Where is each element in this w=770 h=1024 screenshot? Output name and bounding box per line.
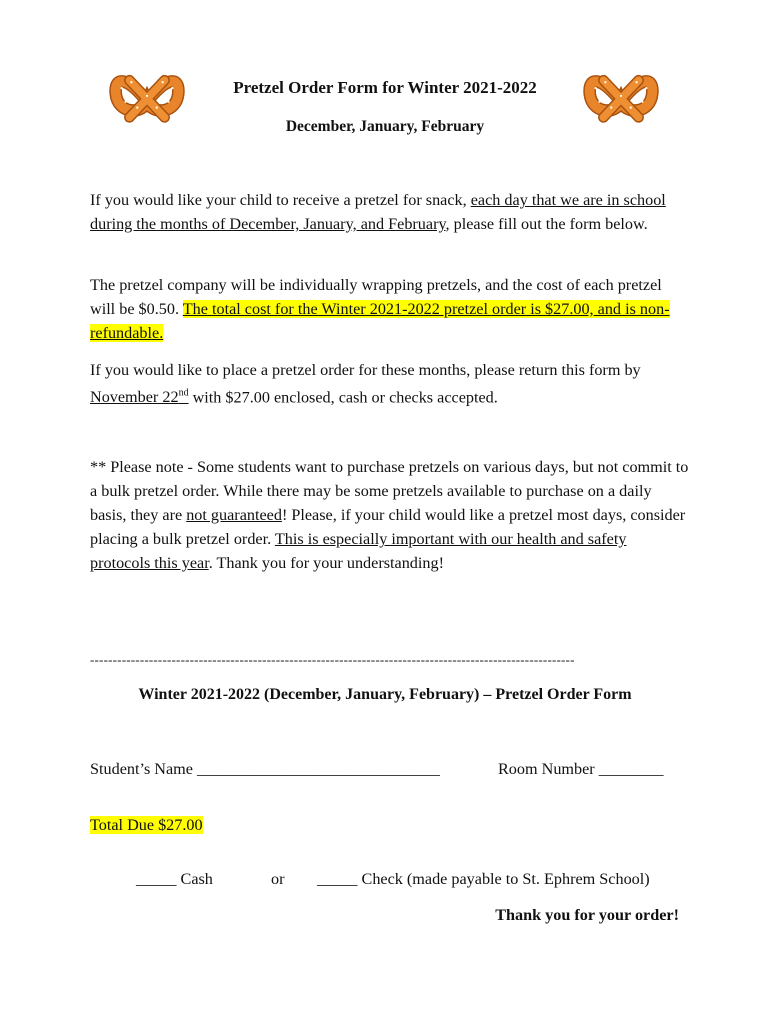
note-underlined-2: This is especially important with our health and safety protocols this year — [90, 530, 627, 572]
intro-paragraph-2 — [90, 273, 690, 345]
note-text-2: ! Please, if your child would like a pretzel most days, consider placing a bulk pretzel order. — [90, 506, 686, 548]
intro-p2-highlighted: The total cost for the Winter 2021-2022 pretzel order is $27.00, and is non-refundable. — [90, 300, 670, 342]
intro-p1-text: If you would like your child to receive a pretzel for snack, — [90, 191, 471, 209]
intro-paragraph-1 — [90, 188, 690, 236]
note-underlined-1: not guaranteed — [186, 506, 282, 524]
note-paragraph — [90, 455, 690, 575]
form-section-title: Winter 2021-2022 (December, January, February) – Pretzel Order Form — [138, 686, 632, 703]
note-text: ** Please note - Some students want to purchase pretzels on various days, but not commit to a bulk pretzel order. While there may be some pretzels available to purchase on a daily basis, they are — [90, 458, 689, 524]
room-number-field[interactable]: Room Number ________ — [498, 760, 664, 778]
cash-option[interactable]: _____ Cash — [136, 870, 213, 888]
intro-p3-text-end: with $27.00 enclosed, cash or checks accepted. — [188, 388, 498, 407]
check-option[interactable]: _____ Check (made payable to St. Ephrem School) — [317, 870, 650, 888]
page-title: Pretzel Order Form for Winter 2021-2022 — [233, 78, 537, 97]
student-name-field[interactable]: Student’s Name ______________________________ — [90, 760, 440, 778]
intro-paragraph-3 — [90, 358, 690, 409]
intro-p3-text: If you would like to place a pretzel order for these months, please return this form by — [90, 361, 641, 379]
thank-you-note: Thank you for your order! — [495, 906, 679, 924]
intro-p1-underlined: each day that we are in school during the months of December, January, and February — [90, 191, 666, 233]
intro-p2-text: The pretzel company will be individually wrapping pretzels, and the cost of each pretzel will be $0.50. — [90, 276, 662, 318]
total-due-label: Total Due $27.00 — [90, 816, 203, 834]
total-due — [90, 816, 203, 835]
note-text-3: . Thank you for your understanding! — [208, 554, 444, 572]
intro-p3-deadline: November 22 — [90, 388, 179, 407]
or-label: or — [271, 870, 285, 888]
cut-line-divider: ----------------------------------------------------------------------------------------------------------- — [90, 652, 575, 667]
page-subtitle: December, January, February — [285, 118, 485, 135]
intro-p3-superscript: nd — [178, 388, 189, 399]
intro-p1-text-end: , please fill out the form below. — [445, 215, 648, 233]
